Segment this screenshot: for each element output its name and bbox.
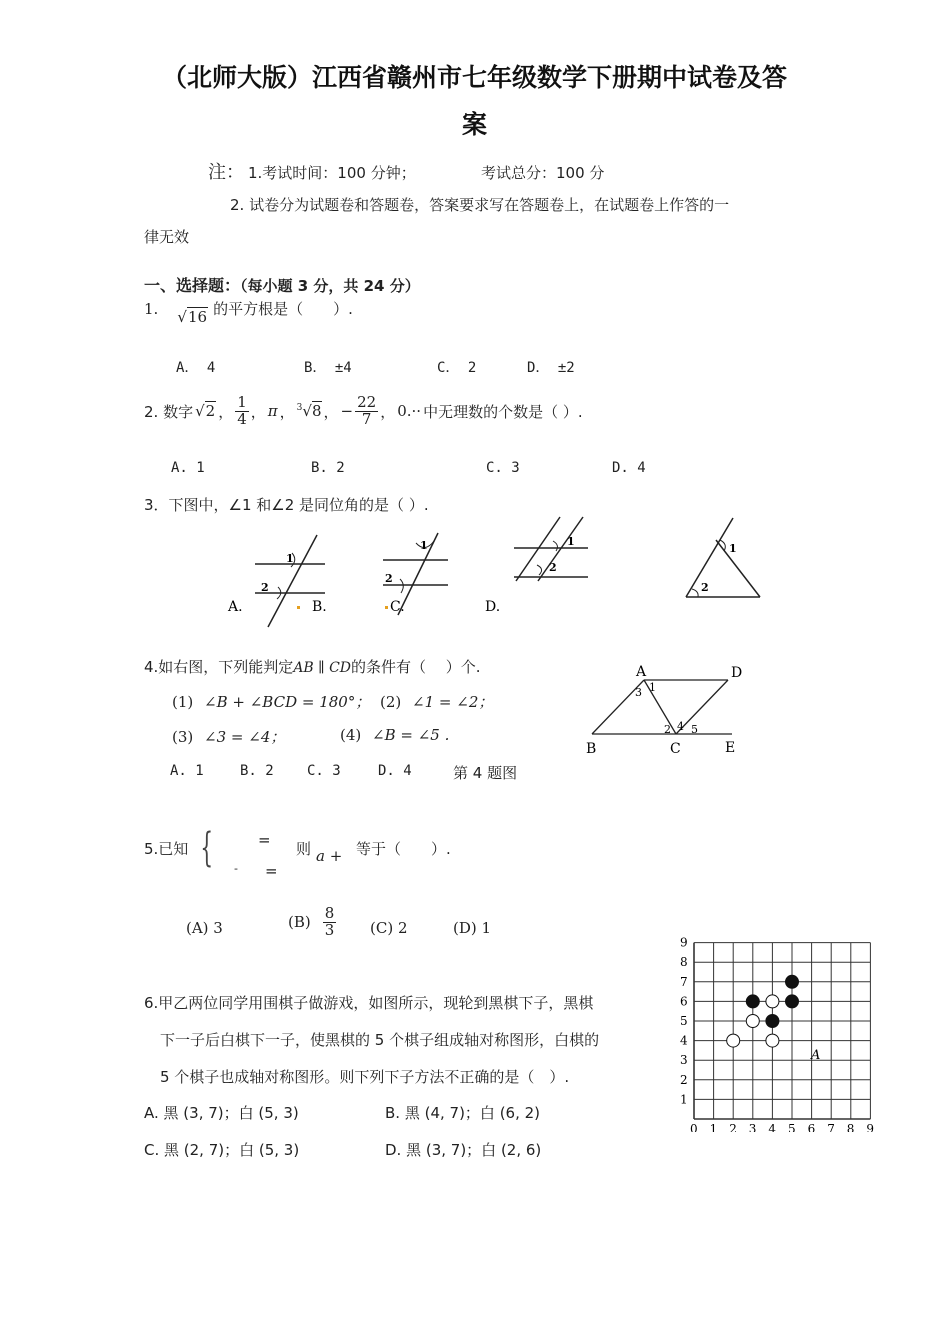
q4-fig-C: C (670, 741, 681, 757)
q4-fig-a4: 4 (677, 720, 684, 733)
q4-c1-num: (1) (172, 693, 194, 711)
q5-option-c: (C) 2 (370, 919, 408, 937)
board-x-label: 6 (807, 1122, 816, 1132)
section-title: 一、选择题： (144, 276, 241, 295)
q2-sep-4: ， (323, 402, 339, 421)
q2-f1-num: 1 (237, 393, 247, 411)
q4-option-b: B. 2 (240, 763, 274, 779)
board-x-label: 5 (788, 1122, 796, 1132)
q4-condition-3 (172, 726, 285, 747)
note-2-cont: 律无效 (144, 228, 190, 246)
q1-option-a: A． 4 (176, 360, 216, 376)
q5-eq2-minus: - (234, 862, 238, 875)
q4-fig-B: B (586, 741, 597, 757)
q4-fig-D: D (731, 665, 743, 681)
q5-option-d: (D) 1 (453, 919, 492, 937)
q2-prefix: 2. 数字 (144, 402, 194, 421)
q1-option-d: D． ±2 (527, 360, 575, 376)
q4-fig-a3: 3 (635, 686, 642, 699)
q2-option-d: D. 4 (612, 460, 646, 476)
q1-number: 1. (144, 300, 159, 318)
q6-option-a: A. 黑 (3, 7)；白 (5, 3) (144, 1104, 299, 1122)
board-y-label: 8 (680, 955, 688, 970)
board-y-label: 6 (680, 994, 688, 1009)
notes-prefix: 注： (208, 162, 244, 183)
q6-option-c: C. 黑 (2, 7)；白 (5, 3) (144, 1141, 300, 1159)
q4-c4-expr: ∠B = ∠5 . (372, 726, 450, 744)
board-x-label: 4 (768, 1122, 777, 1132)
q6-line-1: 6.甲乙两位同学用围棋子做游戏，如图所示，现轮到黑棋下子，黑棋 (144, 994, 594, 1012)
board-x-label: 1 (709, 1122, 718, 1132)
q3-figures (220, 515, 860, 630)
q4-fig-a5: 5 (691, 723, 698, 736)
q5-prefix: 5.已知 (144, 840, 189, 858)
black-stone (766, 1015, 779, 1028)
q1-stem: 的平方根是（ ）. (213, 300, 353, 318)
q6-line-3: 5 个棋子也成轴对称图形。则下列下子方法不正确的是（ ）. (160, 1068, 570, 1086)
q2-cube-radicand: 8 (311, 402, 322, 421)
q2-fraction-1-4 (235, 395, 249, 428)
q4-stem-a: 4.如右图，下列能判定 (144, 658, 294, 676)
q3-a-angle2: 2 (261, 581, 269, 594)
q2-stem: 中无理数的个数是（ ）. (423, 402, 583, 421)
white-stone (766, 1034, 779, 1047)
note-1-score: 考试总分：100 分 (481, 164, 605, 182)
q1-option-b: B． ±4 (304, 360, 352, 376)
q3-d-angle2: 2 (701, 581, 709, 594)
q2-f1-den: 4 (237, 409, 247, 428)
q5-b-den: 3 (324, 920, 335, 939)
q2-f2-den: 7 (361, 409, 372, 428)
q4-stem-b: 的条件有（ ）个. (351, 658, 481, 676)
q1-radicand: 16 (187, 308, 208, 326)
board-x-label: 0 (690, 1122, 698, 1132)
board-y-label: 3 (680, 1053, 688, 1068)
q4-fig-A: A (636, 664, 647, 680)
q2-neg: − (340, 402, 354, 421)
q5-then: 则 (296, 840, 312, 858)
q4-condition-1 (172, 691, 370, 712)
board-y-label: 4 (680, 1033, 688, 1048)
q1-sqrt: √16 (177, 308, 208, 326)
board-x-label: 2 (729, 1122, 737, 1132)
q5-b-num: 8 (324, 904, 335, 922)
q5-option-b (288, 906, 336, 939)
q5-stem: 等于（ ）. (356, 840, 451, 858)
note-1-time: 1.考试时间：100 分钟； (248, 164, 416, 182)
board-x-label: 3 (748, 1122, 757, 1132)
q6-option-b: B. 黑 (4, 7)；白 (6, 2) (385, 1104, 541, 1122)
q4-c4-num: (4) (340, 726, 362, 744)
q6-option-d: D. 黑 (3, 7)；白 (2, 6) (385, 1141, 542, 1159)
q2-option-c: C. 3 (486, 460, 520, 476)
q2-cube-root: $^3$√8 (296, 402, 322, 421)
q4-option-c: C. 3 (307, 763, 341, 779)
q4-fig-a1: 1 (649, 681, 656, 694)
section-info: （每小题 3 分，共 24 分） (240, 277, 420, 295)
q2-option-a: A. 1 (171, 460, 205, 476)
q4-figure (582, 660, 752, 760)
q3-label-d: D. (485, 599, 501, 615)
notes (208, 158, 244, 184)
q4-stem-math: AB ∥ CD (293, 660, 352, 676)
q3-label-b: B. (312, 599, 327, 615)
board-x-label: 8 (846, 1122, 855, 1132)
board-x-label: 7 (827, 1122, 835, 1132)
q4-c3-expr: ∠3 = ∠4； (204, 728, 286, 746)
q1-option-c: C． 2 (437, 360, 477, 376)
question-1 (144, 298, 353, 326)
black-stone (786, 975, 799, 988)
section-heading (144, 273, 420, 296)
q3-a-angle1: 1 (286, 552, 294, 565)
black-stone (786, 995, 799, 1008)
q2-fraction-22-7 (355, 395, 378, 428)
q5-option-b-fraction (323, 906, 337, 939)
q2-repeating-decimal: 0.·· (397, 402, 422, 421)
question-4 (144, 656, 481, 677)
q3-b-angle2: 2 (385, 572, 393, 585)
q3-c-angle1: 1 (567, 535, 575, 548)
question-3: 3．下图中，∠1 和∠2 是同位角的是（ ）. (144, 496, 429, 514)
q5-eq1: = (258, 831, 271, 849)
q3-d-angle1: 1 (729, 542, 737, 555)
q2-sep-5: ， (380, 402, 396, 421)
q2-cube-index: 3 (296, 403, 303, 414)
q2-sep-2: ， (250, 402, 266, 421)
note-2: 2. 试卷分为试题卷和答题卷，答案要求写在答题卷上，在试题卷上作答的一 (230, 196, 730, 214)
q3-label-a: A. (228, 599, 243, 615)
page-title: （北师大版）江西省赣州市七年级数学下册期中试卷及答 (162, 63, 788, 92)
q3-figure-d (686, 518, 760, 597)
q2-pi: π (267, 402, 278, 421)
board-point-a: A (811, 1048, 821, 1063)
q4-fig-E: E (725, 740, 736, 756)
q5-expr: a + (316, 847, 343, 865)
q2-sep-1: ， (218, 402, 234, 421)
board-y-label: 2 (680, 1072, 688, 1087)
board-y-label: 9 (680, 935, 688, 950)
q3-figure-c (514, 517, 588, 581)
q4-option-a: A. 1 (170, 763, 204, 779)
q2-sep-3: ， (279, 402, 295, 421)
question-2 (144, 395, 583, 428)
q4-condition-4 (340, 726, 449, 744)
page-title-continued: 案 (462, 110, 488, 139)
q3-b-angle1: 1 (420, 539, 428, 552)
white-stone (766, 995, 779, 1008)
board-grid (694, 943, 870, 1119)
q4-c1-expr: ∠B + ∠BCD = 180°； (204, 693, 371, 711)
q2-sqrt2-radicand: 2 (205, 402, 216, 421)
q5-brace: { (200, 825, 214, 871)
q2-sqrt2: √2 (195, 402, 216, 421)
q4-condition-2 (380, 691, 493, 712)
black-stone (746, 995, 759, 1008)
q3-label-c: C. (390, 599, 405, 615)
q5-option-a: (A) 3 (186, 919, 223, 937)
white-stone (746, 1015, 759, 1028)
go-board (675, 932, 885, 1132)
white-stone (727, 1034, 740, 1047)
q4-c3-num: (3) (172, 728, 194, 746)
board-y-label: 1 (680, 1092, 688, 1107)
q4-fig-a2: 2 (664, 723, 671, 736)
q4-option-d: D. 4 (378, 763, 412, 779)
q4-c2-num: (2) (380, 693, 402, 711)
board-labels (680, 936, 874, 1132)
q5-option-b-label: (B) (288, 913, 311, 932)
q4-c2-expr: ∠1 = ∠2； (412, 693, 494, 711)
board-stones (727, 975, 799, 1047)
board-x-label: 9 (866, 1122, 875, 1132)
q4-figure-caption: 第 4 题图 (453, 764, 518, 782)
q3-c-angle2: 2 (549, 561, 557, 574)
q6-line-2: 下一子后白棋下一子，使黑棋的 5 个棋子组成轴对称图形，白棋的 (160, 1031, 600, 1049)
q2-option-b: B. 2 (311, 460, 345, 476)
board-y-label: 5 (680, 1014, 688, 1028)
q2-f2-num: 22 (357, 393, 377, 411)
board-y-label: 7 (680, 974, 688, 989)
q5-eq2-equals: = (265, 862, 278, 880)
